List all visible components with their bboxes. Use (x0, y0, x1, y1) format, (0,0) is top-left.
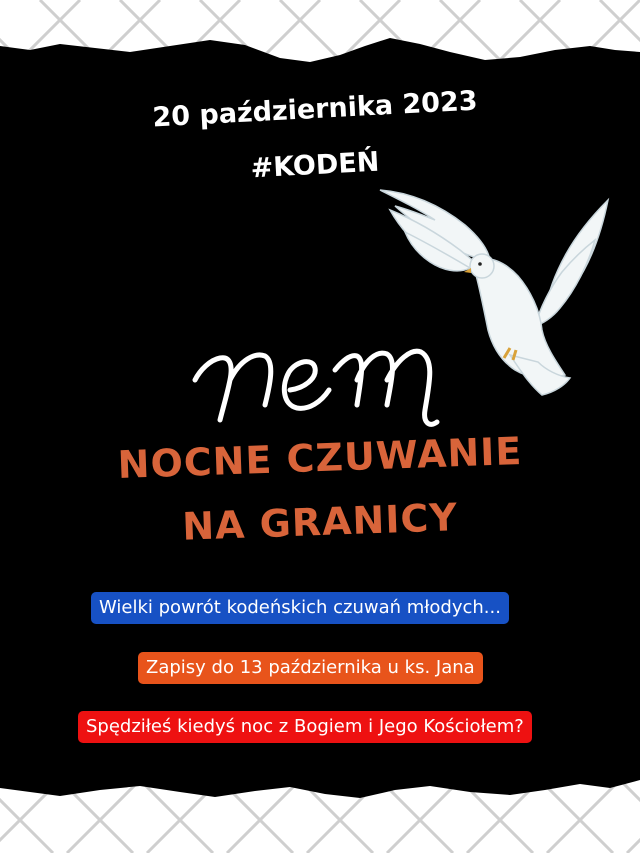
nem-logo (185, 310, 455, 440)
note-red: Spędziłeś kiedyś noc z Bogiem i Jego Kościołem? (78, 711, 532, 743)
event-date: 20 października 2023 (151, 85, 479, 134)
note-blue: Wielki powrót kodeńskich czuwań młodych... (91, 592, 509, 624)
note-orange: Zapisy do 13 października u ks. Jana (138, 652, 483, 684)
headline-line-2: NA GRANICY (181, 495, 459, 549)
event-hashtag: #KODEŃ (249, 146, 381, 185)
headline-line-1: NOCNE CZUWANIE (116, 428, 524, 488)
